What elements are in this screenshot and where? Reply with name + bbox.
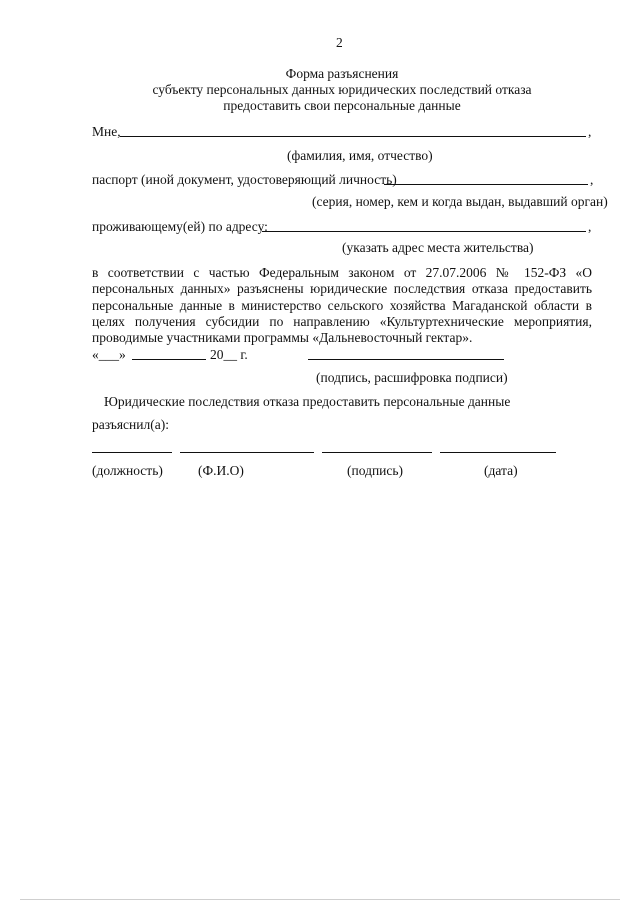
date-field[interactable] bbox=[440, 452, 556, 453]
consent-paragraph: в соответствии с частью Федеральным законом от 27.07.2006 № 152-ФЗ «О персональных данных» разъяснены юридические последствия отказа предоставить персональные данные в министерство сельского хозяйства Магаданской области в целях получения субсидии по направлению «Культуртехнические мероприятия, проводимые участниками программы «Дальневосточный гектар». bbox=[92, 265, 592, 346]
name-comma: , bbox=[588, 124, 592, 139]
name-label: Мне, bbox=[92, 124, 121, 139]
explained-line-1: Юридические последствия отказа предоставить персональные данные bbox=[104, 394, 511, 409]
position-field[interactable] bbox=[92, 452, 172, 453]
date-caption: (дата) bbox=[484, 463, 518, 478]
address-comma: , bbox=[588, 219, 592, 234]
form-title-line-3: предоставить свои персональные данные bbox=[223, 98, 461, 113]
fio-field[interactable] bbox=[180, 452, 314, 453]
address-field[interactable] bbox=[262, 231, 586, 232]
signature-blank-field[interactable] bbox=[322, 452, 432, 453]
passport-caption: (серия, номер, кем и когда выдан, выдавший орган) bbox=[312, 194, 608, 209]
explained-line-2: разъяснил(а): bbox=[92, 417, 169, 432]
date-year: 20__ г. bbox=[210, 347, 248, 362]
scan-edge-line bbox=[20, 899, 620, 900]
passport-label: паспорт (иной документ, удостоверяющий личность) bbox=[92, 172, 397, 187]
signature-caption-bottom: (подпись) bbox=[347, 463, 404, 478]
address-caption: (указать адрес места жительства) bbox=[342, 240, 534, 255]
date-month-field[interactable] bbox=[132, 359, 206, 360]
passport-comma: , bbox=[590, 172, 594, 187]
signature-caption: (подпись, расшифровка подписи) bbox=[316, 370, 508, 385]
signature-field[interactable] bbox=[308, 359, 504, 360]
passport-field[interactable] bbox=[384, 184, 588, 185]
form-title-line-1: Форма разъяснения bbox=[285, 66, 399, 81]
date-day: «___» bbox=[92, 347, 126, 362]
page-number: 2 bbox=[336, 35, 343, 50]
name-caption: (фамилия, имя, отчество) bbox=[287, 148, 433, 163]
fio-caption: (Ф.И.О) bbox=[198, 463, 244, 478]
form-title-line-2: субъекту персональных данных юридических последствий отказа bbox=[152, 82, 532, 97]
address-label: проживающему(ей) по адресу: bbox=[92, 219, 268, 234]
position-caption: (должность) bbox=[92, 463, 163, 478]
name-field[interactable] bbox=[120, 136, 586, 137]
